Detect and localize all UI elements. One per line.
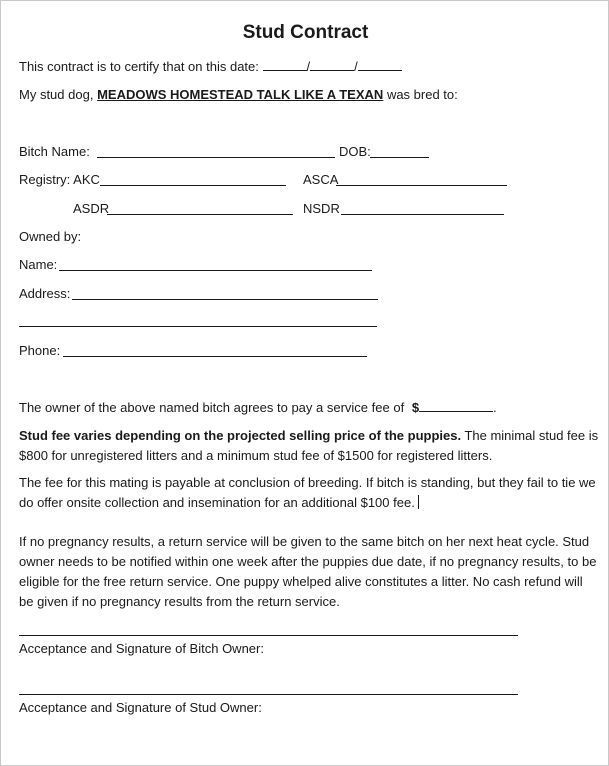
- asdr-blank[interactable]: [107, 214, 293, 215]
- nsdr-label: NSDR: [303, 201, 340, 216]
- date-year-blank[interactable]: [358, 58, 402, 71]
- dob-blank[interactable]: [370, 157, 429, 158]
- owner-name-label: Name:: [19, 257, 58, 272]
- bitch-owner-signature-line[interactable]: [19, 635, 518, 636]
- address-blank[interactable]: [72, 299, 378, 300]
- text-cursor: [418, 495, 419, 509]
- certify-line: [19, 58, 402, 75]
- page-title: Stud Contract: [242, 22, 369, 43]
- date-day-blank[interactable]: [310, 58, 354, 71]
- nsdr-blank[interactable]: [341, 214, 504, 215]
- phone-label: Phone:: [19, 343, 61, 358]
- akc-blank[interactable]: [100, 185, 286, 186]
- payable-text: The fee for this mating is payable at conclusion of breeding. If bitch is standing, but they fail to tie we do offer onsite collection and insemination for an additional $100 fee.: [19, 475, 596, 510]
- stud-fee-bold: Stud fee varies depending on the projected selling price of the puppies.: [19, 428, 462, 443]
- stud-owner-signature-label: Acceptance and Signature of Stud Owner:: [19, 700, 262, 715]
- address-label: Address:: [19, 286, 71, 301]
- bitch-name-label: Bitch Name:: [19, 144, 90, 159]
- date-separator: /: [354, 59, 358, 74]
- stud-fee-paragraph: [19, 426, 599, 466]
- address-line-2-blank[interactable]: [19, 326, 377, 327]
- stud-fee-rest: The minimal stud fee is $800 for unregistered litters and a minimum stud fee of $1500 for registered litters.: [19, 428, 599, 463]
- asca-label: ASCA: [303, 172, 339, 187]
- bitch-owner-signature-label: Acceptance and Signature of Bitch Owner:: [19, 641, 264, 656]
- stud-owner-signature-line[interactable]: [19, 694, 518, 695]
- bitch-name-blank[interactable]: [97, 157, 335, 158]
- certify-text: This contract is to certify that on this date:: [19, 59, 259, 74]
- dob-label: DOB:: [339, 144, 371, 159]
- date-separator: /: [306, 59, 311, 74]
- stud-dog-name: MEADOWS HOMESTEAD TALK LIKE A TEXAN: [97, 87, 384, 102]
- phone-blank[interactable]: [63, 356, 367, 357]
- asca-blank[interactable]: [336, 185, 507, 186]
- asdr-label: ASDR: [73, 201, 110, 216]
- fee-period: .: [493, 400, 497, 415]
- owner-name-blank[interactable]: [59, 270, 372, 271]
- service-fee-blank[interactable]: [419, 399, 493, 412]
- date-month-blank[interactable]: [263, 58, 307, 71]
- service-fee-line: [19, 399, 497, 416]
- service-fee-text: The owner of the above named bitch agrees to pay a service fee of: [19, 400, 405, 415]
- dog-prefix: My stud dog,: [19, 87, 94, 102]
- dog-suffix: was bred to:: [386, 87, 458, 102]
- stud-dog-line: [19, 87, 458, 103]
- owned-by-label: Owned by:: [19, 229, 82, 244]
- payable-paragraph: [19, 473, 599, 513]
- registry-akc-label: Registry: AKC: [19, 172, 100, 187]
- dollar-sign: $: [411, 400, 420, 415]
- return-service-paragraph: If no pregnancy results, a return service will be given to the same bitch on her next heat cycle. Stud owner needs to be notified within one week after the puppies due date, if no pregnancy results, to be eligible for the free return service. One puppy whelped alive constitutes a litter. No cash refund will be given if no pregnancy results from the return service.: [19, 534, 597, 609]
